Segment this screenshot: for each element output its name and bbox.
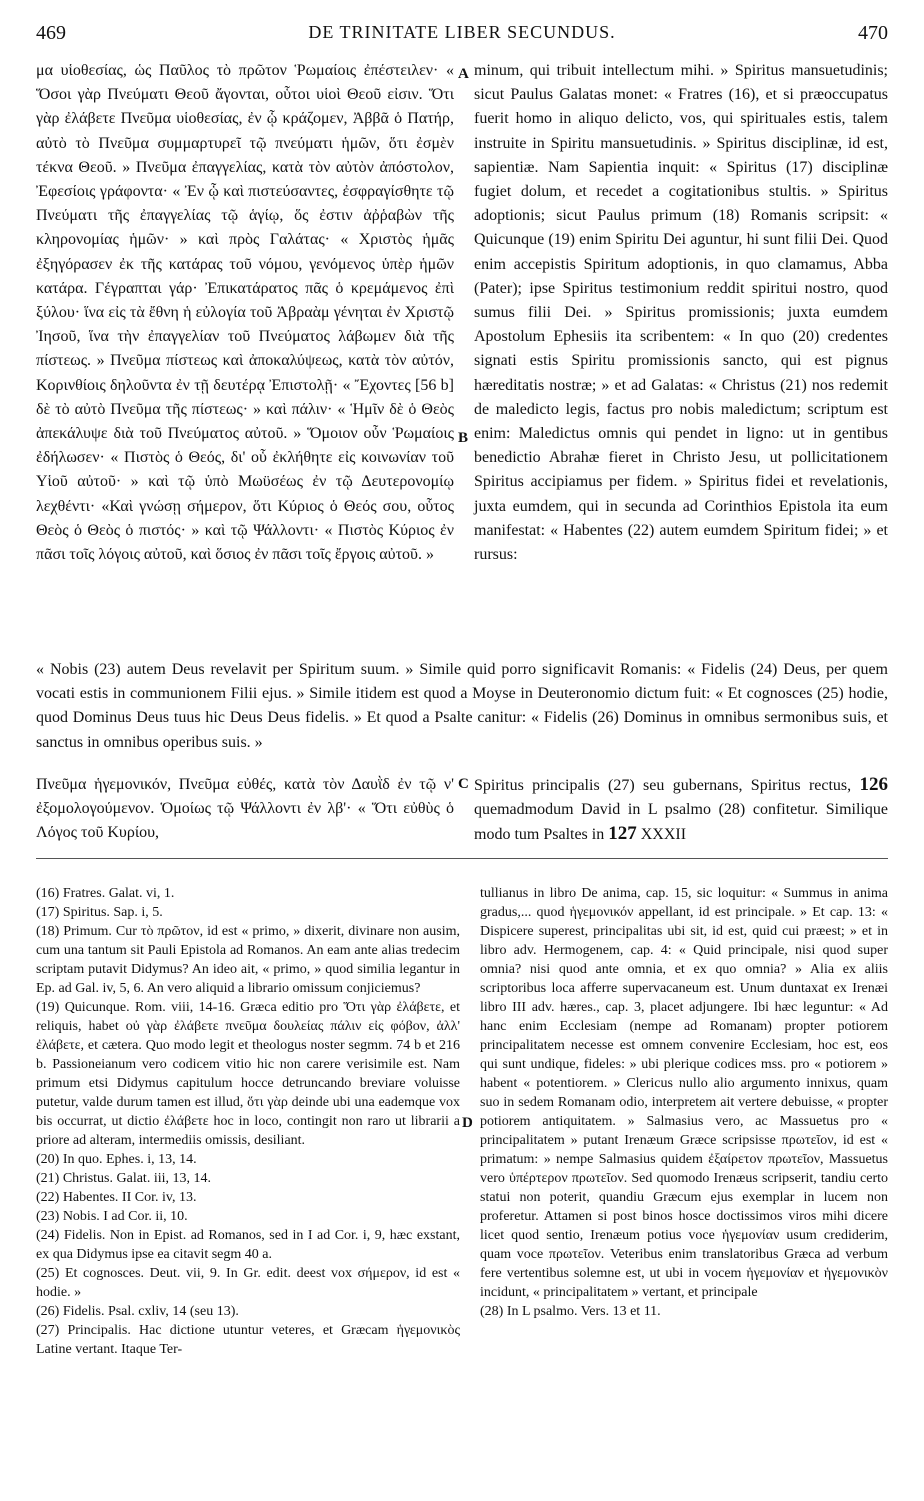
latin-text-tail xyxy=(474,773,888,848)
latin-text-column: minum, qui tribuit intellectum mihi. » Spiritus mansuetudinis; sicut Paulus Galatas monet: « Fratres (16), et si præoccupatus fuerit homo in aliquo delicto, vos, qui spirituales estis, talem instruite in Spiritu mansuetudinis. » Spiritus disciplinæ, id est, sapientiæ. Nam Sapientia inquit: « Spiritus (17) disciplinæ fugiet dolum, et recedet a cogitationibus stultis. » Spiritus adoptionis; sicut Paulus primum (18) Romanis scripsit: « Quicunque (19) enim Spiritu Dei aguntur, hi sunt filii Dei. Quod enim accepistis Spiritum adoptionis, in quo clamamus, Abba (Pater); ipse Spiritus testimonium reddit spiritui nostro, quod sumus filii Dei. » Spiritus promissionis; juxta eumdem Apostolum Ephesiis ita scribentem: « In quo (20) credentes signati estis Spiritu promissionis sancto, qui est pignus hæreditatis nostræ; » et ad Galatas: « Christus (21) nos redemit de maledicto legis, factus pro nobis maledictum; scriptum est enim: Maledictus omnis qui pendet in ligno: ut in gentibus benedictio Abrahæ fieret in Christo Jesu, ut pollicitationem Spiritus accipiamus per fidem. » Spiritus fidei et revelationis, juxta eumdem, qui in secunda ad Corinthios Epistola ita eum manifestat: « Habentes (22) autem eumdem Spiritum fidei; » et rursus: xyxy=(474,62,888,564)
margin-letter-a: A xyxy=(458,66,469,82)
footnote: (28) In L psalmo. Vers. 13 et 11. xyxy=(480,1304,661,1319)
footnote: (24) Fidelis. Non in Epist. ad Romanos, sed in I ad Cor. i, 9, hæc exstant, ex qua Didymus ipse ea citavit segm 40 a. xyxy=(36,1228,460,1262)
page-number-left: 469 xyxy=(36,22,66,44)
footnote: (17) Spiritus. Sap. i, 5. xyxy=(36,905,163,920)
footnote: (19) Quicunque. Rom. viii, 14-16. Græca editio pro Ὅτι γὰρ ἐλάβετε, et reliquis, habet οὐ γὰρ ἐλάβετε πνεῦμα δουλείας πάλιν εἰς φόβον, ἀλλ' ἐλάβετε, et cætera. Quo modo legit et theologus noster segmm. 74 b et 216 b. Passioneianum vero codicem vitio hic non carere verisimile est. Nam primum etsi Didymus capitulum hocce detruncando breviare voluisse putetur, valde durum tamen est illud, ὅτι γὰρ deinde ubi una eademque vox bis occurrat, ut dictio ἐλάβετε hoc in loco, contingit non raro ut librarii a priore ad alteram, intermediis omissis, desiliant. xyxy=(36,1000,460,1148)
margin-letter-c: C xyxy=(458,776,469,792)
footnote: (27) Principalis. Hac dictione utuntur veteres, et Græcam ἡγεμονικὸς Latine vertant. Itaque Ter- xyxy=(36,1323,460,1357)
greek-text-tail: Πνεῦμα ἡγεμονικόν, Πνεῦμα εὐθές, κατὰ τὸν Δαυῒδ ἐν τῷ ν' ἐξομολογούμενον. Ὁμοίως τῷ Ψάλλοντι ἐν λβ'· « Ὅτι εὐθὺς ὁ Λόγος τοῦ Κυρίου, xyxy=(36,776,454,842)
footnote: tullianus in libro De anima, cap. 15, sic loquitur: « Summus in anima gradus,... quod ἡγεμονικόν appellant, id est principale. » Et cap. 13: « Dispicere superest, principalitas ubi sit, id est, quid cui præest; » et in libro adv. Hermogenem, cap. 4: « Quid principale, nisi quod super omnia? nisi quod ante omnia, et ex quo omnia? » Alia ex aliis scriptoribus loca afferre supervacaneum est. Unum duntaxat ex Irenæi libro III adv. hæres., cap. 3, placet adjungere. Ibi hæc leguntur: « Ad hanc enim Ecclesiam (nempe ad Romanam) propter potiorem principalitatem necesse est omnem convenire Ecclesiam, hoc est, eos qui sunt undique, fideles: » ubi plerique codices mss. pro « potiorem » habent « potentiorem. » Clericus nullo alio argumento innixus, quam suo in sedem Romanam odio, interpretem ait vertere debuisse, « propter potiorem antiquitatem. » Salmasius vero, ac Massuetus pro « principalitatem » putant Irenæum Græce scripsisse πρωτεῖον, id est « primatum: » nempe Salmasius quidem ἐξαίρετον πρωτεῖον, Massuetus vero ὑπέρτερον πρωτεῖον. Sed quomodo Irenæus scripserit, tandiu certo statui non poterit, quandiu Græcum ejus exemplar in lucem non proferetur. Attamen si post binos hosce doctissimos viros mihi dicere licet quod sentio, Irenæum potius voce ἡγεμονίαν usum crediderim, quam voce πρωτεῖον. Veteribus enim translatoribus Græca ad verbum fere vertentibus solemne est, ut ubi in vocem ἡγεμονίαν et ἡγεμονικὸν incidunt, « principalitatem » vertant, et principale xyxy=(480,886,888,1300)
footnote: (25) Et cognosces. Deut. vii, 9. In Gr. edit. deest vox σήμερον, id est « hodie. » xyxy=(36,1266,460,1300)
migne-column-number-127: 127 xyxy=(608,823,637,845)
margin-letter-d: D xyxy=(462,1115,473,1131)
running-header xyxy=(36,22,888,52)
footnote: (18) Primum. Cur τὸ πρῶτον, id est « primo, » dixerit, divinare non ausim, cum una tantum sit Pauli Epistola ad Romanos. An eam ante alias tredecim scriptam putavit Didymus? An ideo ait, « primo, » quod similia legantur in Ep. ad Gal. iv, 5, 6. An vero aliquid a librario omissum conjiciemus? xyxy=(36,924,460,996)
footnote: (22) Habentes. II Cor. iv, 13. xyxy=(36,1190,197,1205)
margin-letter-b: B xyxy=(458,430,469,446)
footnotes-right-column xyxy=(480,884,888,1321)
greek-text-column: μα υἱοθεσίας, ὡς Παῦλος τὸ πρῶτον Ῥωμαίοις ἐπέστειλεν· « Ὅσοι γὰρ Πνεύματι Θεοῦ ἄγονται, οὗτοι υἱοὶ Θεοῦ εἰσιν. Ὅτι γὰρ ἐλάβετε Πνεῦμα υἱοθεσίας, ἐν ᾧ κράζομεν, Ἀββᾶ ὁ Πατήρ, αὐτὸ τὸ Πνεῦμα συμμαρτυρεῖ τῷ πνεύματι ἡμῶν, ὅτι ἐσμὲν τέκνα Θεοῦ. » Πνεῦμα ἐπαγγελίας, κατὰ τὸν αὐτὸν ἀπόστολον, Ἐφεσίοις γράφοντα· « Ἐν ᾧ καὶ πιστεύσαντες, ἐσφραγίσθητε τῷ Πνεύματι τῆς ἐπαγγελίας τῷ ἁγίῳ, ὅς ἐστιν ἀῤῥαβὼν τῆς κληρονομίας ἡμῶν· » καὶ πρὸς Γαλάτας· « Χριστὸς ἡμᾶς ἐξηγόρασεν ἐκ τῆς κατάρας τοῦ νόμου, γενόμενος ὑπὲρ ἡμῶν κατάρα. Γέγραπται γάρ· Ἐπικατάρατος πᾶς ὁ κρεμάμενος ἐπὶ ξύλου· ἵνα εἰς τὰ ἔθνη ἡ εὐλογία τοῦ Ἀβραὰμ γένηται ἐν Χριστῷ Ἰησοῦ, ἵνα τὴν ἐπαγγελίαν τοῦ Πνεύματος λάβωμεν διὰ τῆς πίστεως. » Πνεῦμα πίστεως καὶ ἀποκαλύψεως, κατὰ τὸν αὐτόν, Κορινθίοις δηλοῦντα ἐν τῇ δευτέρᾳ Ἐπιστολῇ· « Ἔχοντες [56 b] δὲ τὸ αὐτὸ Πνεῦμα τῆς πίστεως· » καὶ πάλιν· « Ἡμῖν δὲ ὁ Θεὸς ἀπεκάλυψε διὰ τοῦ Πνεύματος αὐτοῦ. » Ὅμοιον οὖν Ῥωμαίοις ἐδήλωσεν· « Πιστὸς ὁ Θεός, δι' οὗ ἐκλήθητε εἰς κοινωνίαν τοῦ Υἱοῦ αὐτοῦ· » καὶ τῷ ὑπὸ Μωϋσέως ἐν τῷ Δευτερονομίῳ λεχθέντι· «Καὶ γνώσῃ σήμερον, ὅτι Κύριος ὁ Θεός σου, οὗτος Θεὸς ὁ Θεὸς ὁ πιστός· » καὶ τῷ Ψάλλοντι· « Πιστὸς Κύριος ἐν πᾶσι τοῖς λόγοις αὐτοῦ, καὶ ὅσιος ἐν πᾶσι τοῖς ἔργοις αὐτοῦ. » xyxy=(36,62,454,564)
latin-tail-part1: Spiritus principalis (27) seu gubernans, Spiritus rectus, xyxy=(474,777,852,794)
footnotes-left-column xyxy=(36,884,460,1359)
migne-column-number-126: 126 xyxy=(859,774,889,795)
page-number-right: 470 xyxy=(858,22,888,44)
latin-tail-part3: XXXII xyxy=(640,826,687,844)
footnote: (20) In quo. Ephes. i, 13, 14. xyxy=(36,1152,197,1167)
running-title: DE TRINITATE LIBER SECUNDUS. xyxy=(308,22,616,42)
footnote: (21) Christus. Galat. iii, 13, 14. xyxy=(36,1171,211,1186)
footnote: (26) Fidelis. Psal. cxliv, 14 (seu 13). xyxy=(36,1304,239,1319)
latin-tail-part2: quemadmodum David in L psalmo (28) confitetur. Similique modo tum Psaltes in xyxy=(474,801,888,844)
full-width-latin-text: « Nobis (23) autem Deus revelavit per Spiritum suum. » Simile quid porro significavit Romanis: « Fidelis (24) Deus, per quem vocati estis in communionem Filii ejus. » Simile itidem est quod a Moyse in Deuteronomio dictum fuit: « Et cognosces (25) hodie, quod Dominus Deus tuus hic Deus Deus fidelis. » Et quod a Psalte canitur: « Fidelis (26) Dominus in omnibus sermonibus suis, et sanctus in omnibus operibus suis. » xyxy=(36,661,888,751)
footnote: (16) Fratres. Galat. vi, 1. xyxy=(36,886,175,901)
footnote: (23) Nobis. I ad Cor. ii, 10. xyxy=(36,1209,188,1224)
footnote-divider xyxy=(36,858,888,859)
